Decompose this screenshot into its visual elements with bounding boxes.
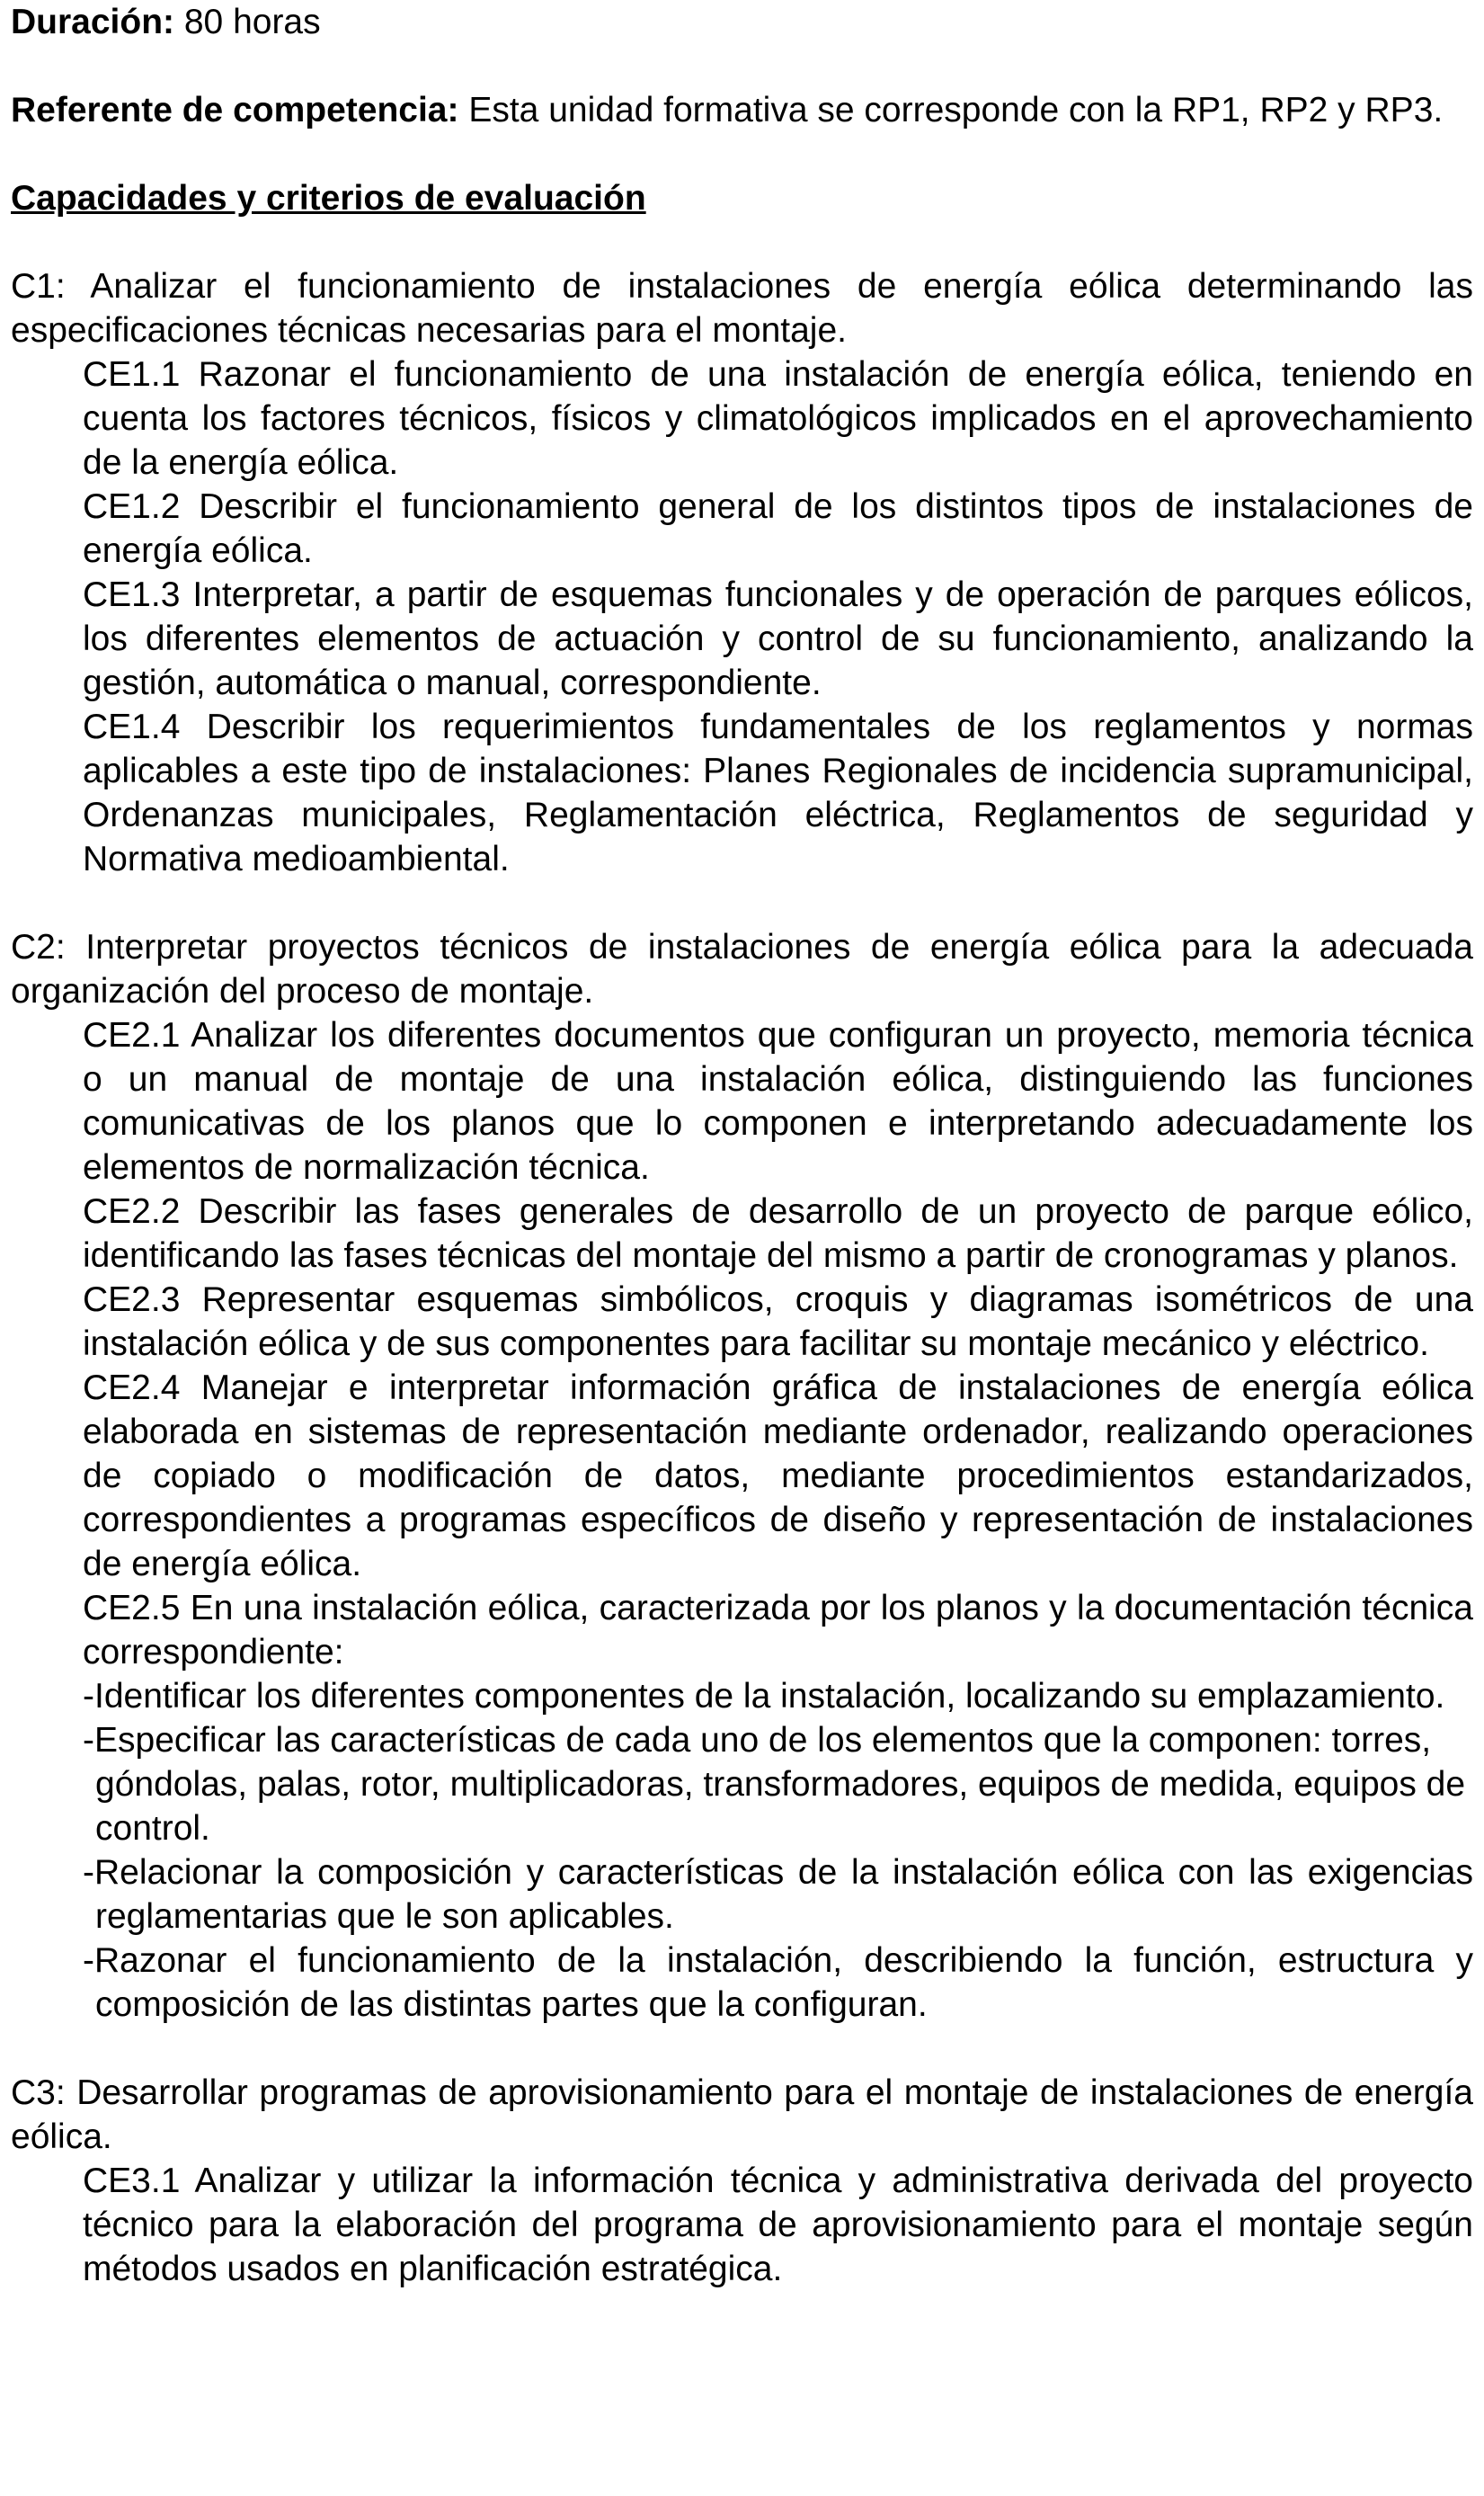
duracion-line	[11, 0, 1473, 44]
criterio-ce3-1: CE3.1 Analizar y utilizar la información técnica y administrativa derivada del proyecto técnico para la elaboración del programa de aprovisionamiento para el montaje según métodos usados en planificación estratégica.	[83, 2162, 1473, 2288]
referente-line	[11, 88, 1473, 132]
list-item: -Especificar las características de cada uno de los elementos que la componen: torres, góndolas, palas, rotor, multiplicadoras, transformadores, equipos de medida, equipos de control.	[83, 1721, 1466, 1848]
capacidad-c3: C3: Desarrollar programas de aprovisionamiento para el montaje de instalaciones de energía eólica.	[11, 2073, 1473, 2156]
criterio-ce1-4: CE1.4 Describir los requerimientos fundamentales de los reglamentos y normas aplicables a este tipo de instalaciones: Planes Regionales de incidencia supramunicipal, Ordenanzas municipales, Reglamentación eléctrica, Reglamentos de seguridad y Normativa medioambiental.	[83, 708, 1473, 878]
section-title: Capacidades y criterios de evaluación	[11, 179, 646, 218]
criterio-ce1-3: CE1.3 Interpretar, a partir de esquemas funcionales y de operación de parques eólicos, los diferentes elementos de actuación y control de su funcionamiento, analizando la gestión, automática o manual, correspondiente.	[83, 575, 1473, 702]
capacidad-c1: C1: Analizar el funcionamiento de instalaciones de energía eólica determinando las especificaciones técnicas necesarias para el montaje.	[11, 267, 1473, 350]
criterio-ce1-2: CE1.2 Describir el funcionamiento general de los distintos tipos de instalaciones de energía eólica.	[83, 487, 1473, 570]
criterio-ce2-2: CE2.2 Describir las fases generales de desarrollo de un proyecto de parque eólico, identificando las fases técnicas del montaje del mismo a partir de cronogramas y planos.	[83, 1192, 1473, 1275]
duracion-value: 80 horas	[174, 3, 321, 41]
criterio-ce1-1: CE1.1 Razonar el funcionamiento de una instalación de energía eólica, teniendo en cuenta los factores técnicos, físicos y climatológicos implicados en el aprovechamiento de la energía eólica.	[83, 355, 1473, 482]
referente-label: Referente de competencia:	[11, 91, 459, 129]
list-item: -Razonar el funcionamiento de la instalación, describiendo la función, estructura y composición de las distintas partes que la configuran.	[83, 1941, 1473, 2024]
criterio-ce2-5: CE2.5 En una instalación eólica, caracterizada por los planos y la documentación técnica correspondiente:	[83, 1589, 1473, 1671]
criterio-ce2-3: CE2.3 Representar esquemas simbólicos, croquis y diagramas isométricos de una instalación eólica y de sus componentes para facilitar su montaje mecánico y eléctrico.	[83, 1280, 1473, 1363]
list-item: -Relacionar la composición y características de la instalación eólica con las exigencias reglamentarias que le son aplicables.	[83, 1853, 1473, 1936]
list-item: -Identificar los diferentes componentes de la instalación, localizando su emplazamiento.	[83, 1677, 1445, 1716]
duracion-label: Duración:	[11, 3, 175, 41]
document-page	[11, 0, 1473, 2291]
referente-value: Esta unidad formativa se corresponde con la RP1, RP2 y RP3.	[458, 91, 1444, 129]
criterio-ce2-4: CE2.4 Manejar e interpretar información gráfica de instalaciones de energía eólica elaborada en sistemas de representación mediante ordenador, realizando operaciones de copiado o modificación de datos, mediante procedimientos estandarizados, correspondientes a programas específicos de diseño y representación de instalaciones de energía eólica.	[83, 1368, 1473, 1583]
criterio-ce2-1: CE2.1 Analizar los diferentes documentos que configuran un proyecto, memoria técnica o un manual de montaje de una instalación eólica, distinguiendo las funciones comunicativas de los planos que lo componen e interpretando adecuadamente los elementos de normalización técnica.	[83, 1016, 1473, 1187]
capacidad-c2: C2: Interpretar proyectos técnicos de instalaciones de energía eólica para la adecuada organización del proceso de montaje.	[11, 928, 1473, 1011]
